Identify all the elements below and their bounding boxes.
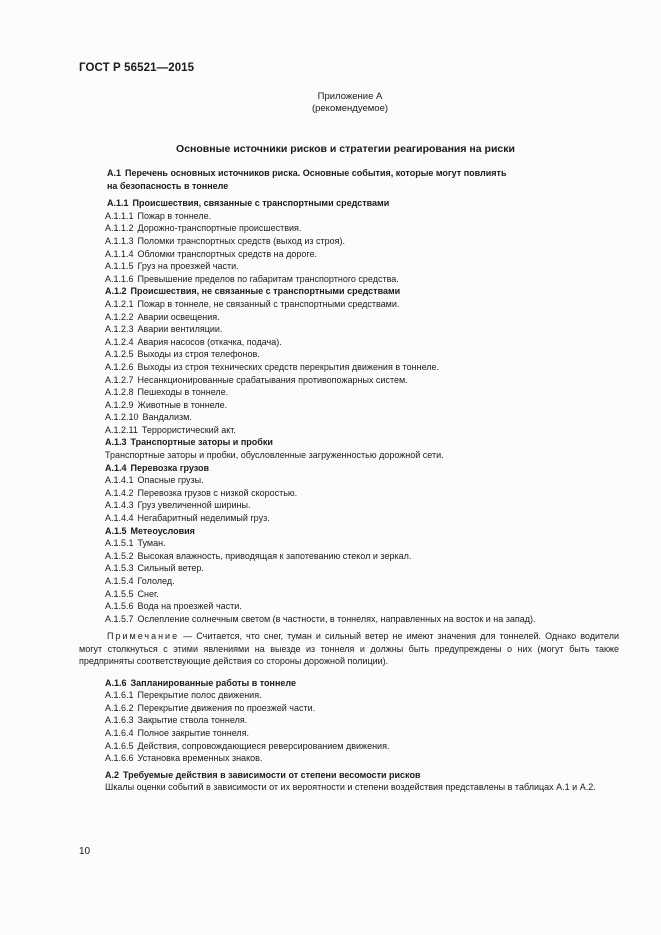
list-item bbox=[79, 740, 619, 753]
document-body bbox=[79, 167, 619, 794]
subsection-number: А.1.2 bbox=[105, 286, 127, 297]
section-a2-text: Шкалы оценки событий в зависимости от их вероятности и степени воздействия представлены в таблицах А.1 и А.2. bbox=[105, 782, 596, 793]
item-number: А.1.6.4 bbox=[105, 727, 134, 738]
item-number: А.1.5.3 bbox=[105, 563, 134, 574]
subsection-a13-heading bbox=[79, 436, 619, 449]
item-number: А.1.5.2 bbox=[105, 550, 134, 561]
item-text: Перекрытие полос движения. bbox=[137, 690, 262, 701]
item-number: А.1.4.4 bbox=[105, 513, 134, 524]
item-text: Аварии освещения. bbox=[137, 311, 220, 322]
subsection-number: А.1.1 bbox=[107, 198, 129, 209]
item-text: Высокая влажность, приводящая к запотеванию стекол и зеркал. bbox=[137, 550, 412, 561]
subsection-a16-heading bbox=[79, 677, 619, 690]
list-item bbox=[79, 386, 619, 399]
item-number: А.1.2.10 bbox=[105, 412, 139, 423]
item-number: А.1.4.1 bbox=[105, 475, 134, 486]
list-item bbox=[79, 273, 619, 286]
list-item bbox=[79, 702, 619, 715]
item-text: Гололед. bbox=[137, 576, 175, 586]
subsection-a14-heading bbox=[79, 462, 619, 475]
item-number: А.1.1.2 bbox=[105, 223, 134, 234]
subsection-title: Происшествия, связанные с транспортными средствами bbox=[132, 198, 390, 209]
list-item bbox=[79, 562, 619, 575]
item-number: А.1.2.5 bbox=[105, 349, 134, 360]
item-number: А.1.5.4 bbox=[105, 576, 134, 586]
item-number: А.1.5.5 bbox=[105, 588, 134, 599]
list-item bbox=[79, 323, 619, 336]
list-item bbox=[79, 499, 619, 512]
list-a15 bbox=[79, 537, 619, 625]
item-text: Перекрытие движения по проезжей части. bbox=[137, 702, 316, 713]
document-code: ГОСТ Р 56521—2015 bbox=[79, 62, 195, 74]
item-text: Закрытие ствола тоннеля. bbox=[137, 715, 248, 726]
item-number: А.1.2.3 bbox=[105, 324, 134, 335]
list-item bbox=[79, 336, 619, 349]
item-text: Груз на проезжей части. bbox=[137, 261, 239, 272]
subsection-title: Метеоусловия bbox=[130, 525, 195, 536]
list-item bbox=[79, 575, 619, 588]
item-number: А.1.4.2 bbox=[105, 487, 134, 498]
item-text: Негабаритный неделимый груз. bbox=[137, 513, 270, 524]
subsection-a12-heading bbox=[79, 285, 619, 298]
item-text: Пешеходы в тоннеле. bbox=[137, 387, 229, 398]
item-text: Пожар в тоннеле. bbox=[137, 210, 212, 221]
list-item bbox=[79, 487, 619, 500]
item-text: Выходы из строя технических средств перекрытия движения в тоннеле. bbox=[137, 361, 440, 372]
item-text: Установка временных знаков. bbox=[137, 753, 263, 764]
note-text: — Считается, что снег, туман и сильный ветер не имеют значения для тоннелей. Однако водители могут столкнуться с этими явлениями на выезде из тоннеля и должны быть предупреждены о них (могут быть также предприняты соответствующие действия со стороны дорожной полиции). bbox=[79, 631, 619, 667]
item-text: Перевозка грузов с низкой скоростью. bbox=[137, 487, 298, 498]
item-number: А.1.2.1 bbox=[105, 298, 134, 309]
note-label: Примечание bbox=[107, 631, 180, 642]
item-number: А.1.6.3 bbox=[105, 715, 134, 726]
list-item bbox=[79, 600, 619, 613]
item-number: А.1.1.6 bbox=[105, 273, 134, 284]
list-item bbox=[79, 348, 619, 361]
item-text: Террористический акт. bbox=[141, 424, 236, 435]
section-number: А.2 bbox=[105, 769, 120, 780]
item-text: Действия, сопровождающиеся реверсированием движения. bbox=[137, 740, 390, 751]
list-a14 bbox=[79, 474, 619, 524]
item-text: Полное закрытие тоннеля. bbox=[137, 727, 250, 738]
item-number: А.1.1.4 bbox=[105, 248, 134, 259]
list-a11 bbox=[79, 210, 619, 286]
subsection-title: Происшествия, не связанные с транспортными средствами bbox=[130, 286, 401, 297]
list-item bbox=[79, 411, 619, 424]
subsection-a13-text: Транспортные заторы и пробки, обусловленные загруженностью дорожной сети. bbox=[105, 450, 444, 461]
appendix-title: Приложение А bbox=[317, 91, 383, 102]
subsection-number: А.1.3 bbox=[105, 437, 127, 448]
subsection-number: А.1.6 bbox=[105, 677, 127, 688]
list-item bbox=[79, 298, 619, 311]
subsection-title: Перевозка грузов bbox=[130, 462, 210, 473]
item-text: Превышение пределов по габаритам транспортного средства. bbox=[137, 273, 399, 284]
item-text: Авария насосов (откачка, подача). bbox=[137, 336, 282, 347]
item-text: Дорожно-транспортные происшествия. bbox=[137, 223, 302, 234]
appendix-heading bbox=[290, 91, 410, 115]
list-item bbox=[79, 210, 619, 223]
list-item bbox=[79, 235, 619, 248]
list-item bbox=[79, 474, 619, 487]
item-text: Несанкционированные срабатывания противопожарных систем. bbox=[137, 374, 408, 385]
item-number: А.1.6.6 bbox=[105, 753, 134, 764]
subsection-a15-heading bbox=[79, 525, 619, 538]
item-text: Поломки транспортных средств (выход из строя). bbox=[137, 235, 346, 246]
list-a12 bbox=[79, 298, 619, 437]
section-a2-heading bbox=[79, 769, 619, 782]
list-item bbox=[79, 361, 619, 374]
note-paragraph bbox=[79, 630, 619, 667]
item-text: Животные в тоннеле. bbox=[137, 399, 228, 410]
item-number: А.1.1.3 bbox=[105, 235, 134, 246]
list-item bbox=[79, 248, 619, 261]
item-number: А.1.5.1 bbox=[105, 538, 134, 549]
item-text: Опасные грузы. bbox=[137, 475, 204, 486]
list-item bbox=[79, 222, 619, 235]
item-number: А.1.2.7 bbox=[105, 374, 134, 385]
item-text: Груз увеличенной ширины. bbox=[137, 500, 251, 511]
item-number: А.1.2.2 bbox=[105, 311, 134, 322]
appendix-main-title: Основные источники рисков и стратегии реагирования на риски bbox=[176, 143, 515, 155]
subsection-number: А.1.4 bbox=[105, 462, 127, 473]
section-title: Требуемые действия в зависимости от степени весомости рисков bbox=[123, 769, 421, 780]
subsection-title: Запланированные работы в тоннеле bbox=[130, 677, 296, 688]
list-item bbox=[79, 537, 619, 550]
item-text: Сильный ветер. bbox=[137, 563, 204, 574]
item-text: Туман. bbox=[137, 538, 166, 549]
item-number: А.1.1.5 bbox=[105, 261, 134, 272]
list-item bbox=[79, 550, 619, 563]
section-a1-number: А.1 bbox=[107, 168, 122, 178]
item-number: А.1.4.3 bbox=[105, 500, 134, 511]
item-number: А.1.5.6 bbox=[105, 601, 134, 612]
item-number: А.1.5.7 bbox=[105, 613, 134, 624]
item-text: Ослепление солнечным светом (в частности, в тоннелях, направленных на восток и на запад). bbox=[137, 613, 536, 624]
item-number: А.1.2.8 bbox=[105, 387, 134, 398]
page-number: 10 bbox=[79, 846, 91, 857]
section-a1-line2: на безопасность в тоннеле bbox=[107, 180, 229, 191]
list-item bbox=[79, 588, 619, 601]
list-item bbox=[79, 512, 619, 525]
list-item bbox=[79, 424, 619, 437]
list-item bbox=[79, 399, 619, 412]
item-text: Снег. bbox=[137, 588, 159, 599]
item-number: А.1.1.1 bbox=[105, 210, 134, 221]
item-text: Выходы из строя телефонов. bbox=[137, 349, 260, 360]
list-item bbox=[79, 727, 619, 740]
item-number: А.1.2.4 bbox=[105, 336, 134, 347]
list-item bbox=[79, 613, 619, 626]
item-text: Вода на проезжей части. bbox=[137, 601, 242, 612]
item-text: Пожар в тоннеле, не связанный с транспортными средствами. bbox=[137, 298, 400, 309]
item-number: А.1.2.9 bbox=[105, 399, 134, 410]
appendix-type: (рекомендуемое) bbox=[311, 103, 389, 114]
item-number: А.1.6.1 bbox=[105, 690, 134, 701]
item-text: Вандализм. bbox=[142, 412, 192, 423]
item-text: Аварии вентиляции. bbox=[137, 324, 223, 335]
list-item bbox=[79, 311, 619, 324]
item-number: А.1.6.5 bbox=[105, 740, 134, 751]
subsection-a11-heading bbox=[79, 197, 619, 210]
section-a1-line1 bbox=[79, 167, 619, 180]
subsection-number: А.1.5 bbox=[105, 525, 127, 536]
list-item bbox=[79, 714, 619, 727]
item-text: Обломки транспортных средств на дороге. bbox=[137, 248, 317, 259]
item-number: А.1.6.2 bbox=[105, 702, 134, 713]
item-number: А.1.2.6 bbox=[105, 361, 134, 372]
subsection-title: Транспортные заторы и пробки bbox=[130, 437, 273, 448]
list-item bbox=[79, 374, 619, 387]
list-a16 bbox=[79, 689, 619, 765]
section-a1-text: Перечень основных источников риска. Основные события, которые могут повлиять bbox=[125, 168, 507, 178]
list-item bbox=[79, 689, 619, 702]
list-item bbox=[79, 260, 619, 273]
list-item bbox=[79, 752, 619, 765]
item-number: А.1.2.11 bbox=[105, 424, 138, 435]
